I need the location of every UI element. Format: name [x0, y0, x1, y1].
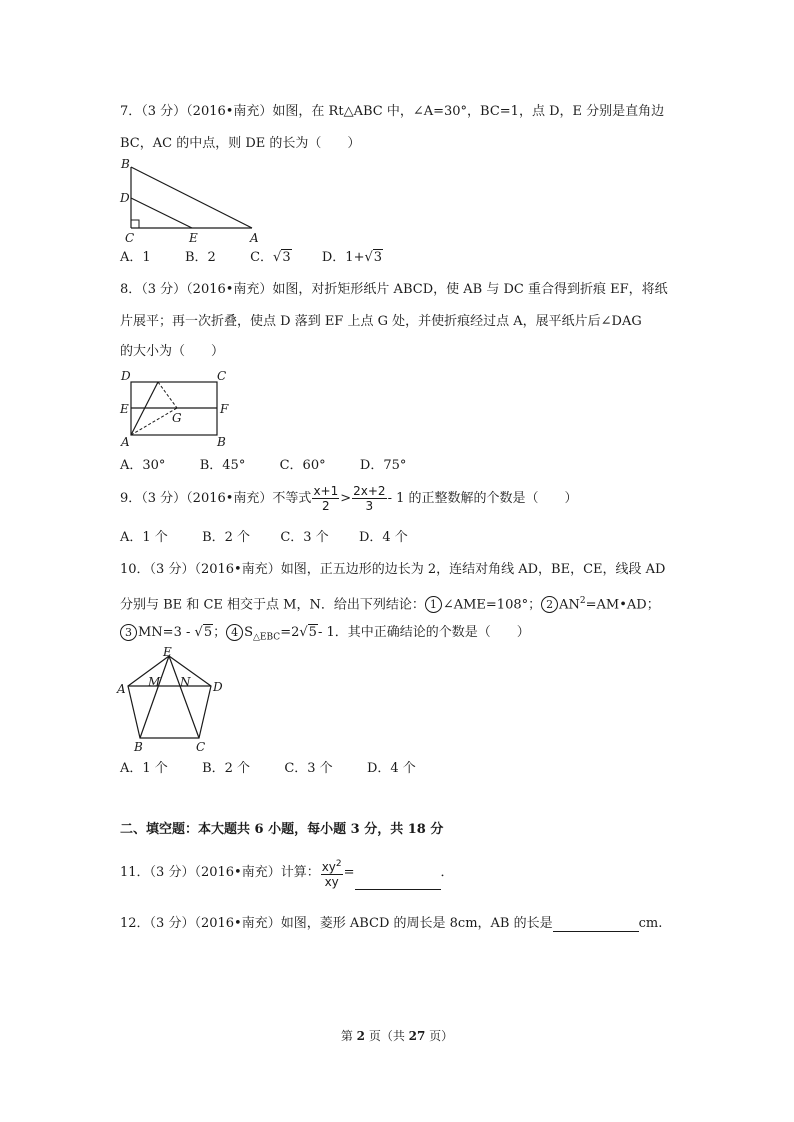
- q11-line: 11．（3 分）（2016•南充）计算： $\frac{xy^2}{xy}$ = ．: [120, 858, 454, 889]
- conclusion-4-marker: 4: [226, 624, 243, 641]
- q10-line3: 3 MN=3 - √5； 4 $S_{\triangle EBC}=2√5-$ 1．其中正确结论的个数是（ ）: [120, 624, 530, 646]
- q10-label-e: E: [163, 645, 172, 659]
- q7-label-c: C: [125, 231, 135, 245]
- q10-label-a: A: [117, 682, 126, 696]
- q12-line: 12．（3 分）（2016•南充）如图，菱形 ABCD 的周长是 8cm，AB 的长是 cm.: [120, 916, 663, 931]
- q9-line: [120, 484, 578, 514]
- q8-line2: 片展平；再一次折叠，使点 D 落到 EF 上点 G 处，并使折痕经过点 A，展平纸片后∠DAG: [120, 314, 642, 329]
- conclusion-3-marker: 3: [120, 624, 137, 641]
- q7-label-e: E: [189, 231, 198, 245]
- q7-line1: 7．（3 分）（2016•南充）如图，在 Rt△ABC 中，∠A=30°，BC=1，点 D，E 分别是直角边: [120, 104, 665, 119]
- q10-options: [120, 761, 416, 777]
- q10-label-c: C: [196, 740, 206, 754]
- q8-label-g: G: [172, 411, 182, 425]
- q7-opt-a: A．1: [120, 250, 151, 265]
- q8-opt-d: D．75°: [359, 458, 407, 473]
- q7-label-a: A: [250, 231, 259, 245]
- q8-label-b: B: [217, 435, 226, 449]
- page-footer: 第 2 页（共 27 页）: [340, 1029, 454, 1043]
- q7-options: [120, 250, 383, 266]
- q10-label-b: B: [134, 740, 143, 754]
- q7-opt-d: D．1+√3: [321, 250, 383, 265]
- q10-line2: 分别与 BE 和 CE 相交于点 M，N．给出下列结论： 1 ∠AME=108°； 2 $AN^2=AM•AD$；: [120, 596, 660, 613]
- q9-gt: >: [340, 491, 352, 506]
- q7-opt-c: C．√3: [250, 250, 291, 265]
- q9-suffix: - 1 的正整数解的个数是（ ）: [387, 491, 578, 506]
- q8-figure: [114, 366, 244, 450]
- q11-prefix: 11．（3 分）（2016•南充）计算：: [120, 865, 320, 880]
- q9-prefix: 9．（3 分）（2016•南充）不等式: [120, 491, 312, 506]
- q8-line1: 8．（3 分）（2016•南充）如图，对折矩形纸片 ABCD，使 AB 与 DC 重合得到折痕 EF，将纸: [120, 282, 668, 297]
- q9-opt-b: B．2 个: [202, 530, 251, 545]
- q7-line2: BC，AC 的中点，则 DE 的长为（ ）: [120, 136, 361, 151]
- q8-options: [120, 458, 406, 474]
- q8-label-c: C: [217, 369, 227, 383]
- q9-opt-d: D．4 个: [358, 530, 408, 545]
- page-number: 2: [356, 1029, 365, 1043]
- conclusion-2-marker: 2: [541, 596, 558, 613]
- q8-label-d: D: [121, 369, 131, 383]
- section2-heading: 二、填空题：本大题共 6 小题，每小题 3 分，共 18 分: [120, 822, 444, 837]
- q12-answer-blank[interactable]: [553, 916, 639, 932]
- page-total: 27: [408, 1029, 426, 1043]
- conclusion-1-marker: 1: [425, 596, 442, 613]
- q10-pentagon-figure: [114, 644, 234, 756]
- q10-opt-b: B．2 个: [202, 761, 251, 776]
- q10-opt-a: A．1 个: [120, 761, 168, 776]
- q7-label-d: D: [120, 191, 130, 205]
- q12-prefix: 12．（3 分）（2016•南充）如图，菱形 ABCD 的周长是 8cm，AB 的长是: [120, 916, 553, 931]
- q8-opt-a: A．30°: [120, 458, 166, 473]
- q11-answer-blank[interactable]: [355, 869, 441, 890]
- q10-label-d: D: [213, 680, 223, 694]
- q10-opt-d: D．4 个: [366, 761, 416, 776]
- q9-frac2: $\frac{2x+2}{3}$: [353, 484, 386, 513]
- q10-line1: 10．（3 分）（2016•南充）如图，正五边形的边长为 2，连结对角线 AD，BE，CE，线段 AD: [120, 562, 666, 577]
- q8-label-e: E: [120, 402, 129, 416]
- q9-frac1: $\frac{x+1}{2}$: [313, 484, 339, 513]
- q9-opt-a: A．1 个: [120, 530, 168, 545]
- q10-label-m: M: [148, 675, 161, 689]
- q7-opt-b: B．2: [184, 250, 216, 265]
- q8-label-a: A: [121, 435, 130, 449]
- q10-label-n: N: [180, 675, 191, 689]
- q9-opt-c: C．3 个: [280, 530, 329, 545]
- q11-frac: $\frac{xy^2}{xy}$: [321, 858, 342, 889]
- q8-opt-b: B．45°: [199, 458, 246, 473]
- q8-opt-c: C．60°: [279, 458, 326, 473]
- q8-label-f: F: [220, 402, 229, 416]
- q9-options: [120, 530, 408, 546]
- q10-opt-c: C．3 个: [284, 761, 333, 776]
- q8-line3: 的大小为（ ）: [120, 344, 225, 359]
- q7-label-b: B: [121, 157, 130, 171]
- q7-figure: [114, 156, 264, 246]
